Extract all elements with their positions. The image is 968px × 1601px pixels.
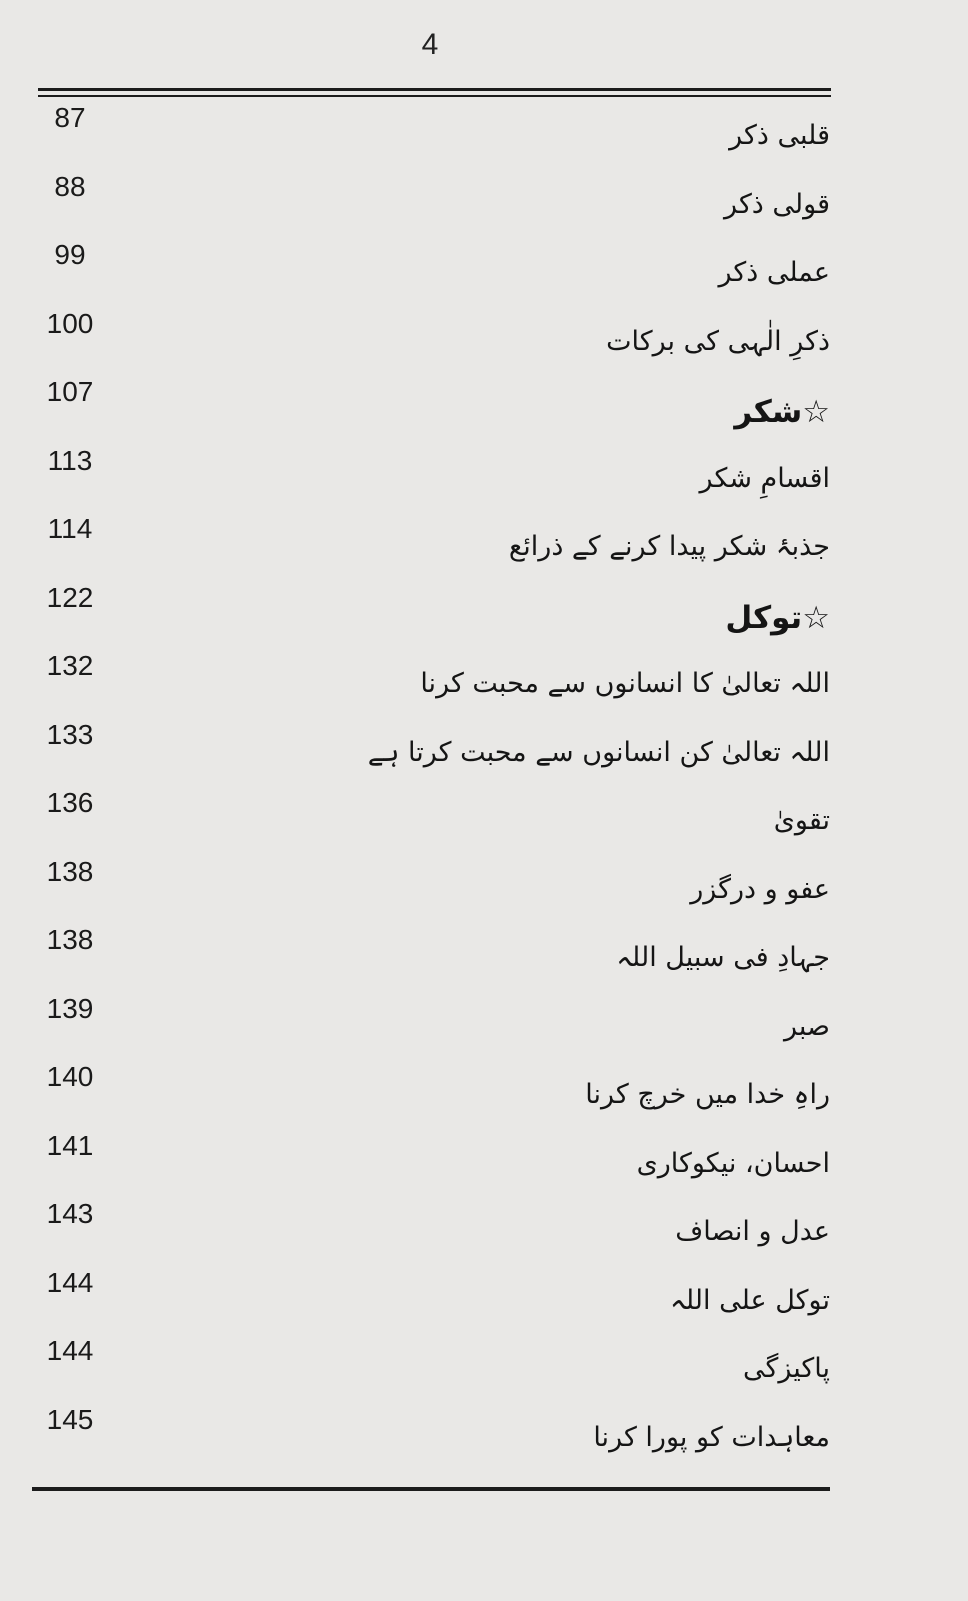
toc-entry (30, 582, 830, 651)
toc-entry (30, 1130, 830, 1199)
entry-page-number: 138 (46, 924, 94, 955)
toc-entry (30, 924, 830, 993)
toc-entry (30, 445, 830, 514)
entry-title: عدل و انصاف (675, 1216, 830, 1247)
entry-page-number: 88 (54, 170, 86, 202)
entry-title: عملی ذکر (718, 257, 830, 288)
entry-page-number: 138 (46, 855, 94, 887)
entry-title: احسان، نیکوکاری (636, 1147, 830, 1179)
entry-title: اقسامِ شکر (699, 462, 830, 494)
entry-page-number: 122 (46, 581, 94, 613)
toc-entry (30, 1404, 830, 1473)
entry-page-number: 140 (46, 1061, 94, 1092)
entry-page-number: 113 (47, 444, 93, 476)
entry-page-number: 133 (46, 718, 94, 750)
entry-page-number: 100 (46, 307, 94, 339)
toc-entry (30, 1335, 830, 1404)
entry-page-number: 139 (46, 992, 94, 1024)
section-title: ☆توکل (725, 599, 830, 636)
toc-entry (30, 239, 830, 308)
section-title: ☆شکر (734, 394, 830, 430)
entry-title: جہادِ فی سبیل اللہ (616, 942, 830, 973)
toc-entry (30, 856, 830, 925)
entry-page-number: 99 (54, 239, 86, 270)
toc-entry (30, 1267, 830, 1336)
entry-page-number: 114 (47, 513, 93, 544)
entry-page-number: 144 (46, 1266, 94, 1298)
toc-entry (30, 513, 830, 582)
toc-entry (30, 787, 830, 856)
toc-entry (30, 376, 830, 445)
toc-entry (30, 1061, 830, 1130)
entry-title: پاکیزگی (743, 1353, 830, 1384)
entry-page-number: 87 (54, 102, 86, 133)
toc-entry (30, 993, 830, 1062)
entry-title: صبر (784, 1010, 830, 1042)
entry-page-number: 145 (46, 1403, 94, 1435)
entry-title: راہِ خدا میں خرچ کرنا (585, 1079, 830, 1110)
entry-page-number: 136 (46, 787, 94, 818)
toc-entry (30, 650, 830, 719)
entry-page-number: 141 (46, 1129, 94, 1161)
entry-title: قلبی ذکر (729, 120, 830, 151)
page-number: 4 (421, 28, 439, 61)
toc-entry (30, 171, 830, 240)
entry-title: تقویٰ (773, 805, 830, 836)
entry-title: عفو و درگزر (690, 873, 830, 905)
footer-rule (32, 1487, 830, 1491)
entry-title: قولی ذکر (724, 188, 830, 220)
entry-title: ذکرِ الٰہی کی برکات (606, 325, 830, 357)
entry-title: توکل علی اللہ (670, 1284, 830, 1316)
toc-entry (30, 719, 830, 788)
entry-page-number: 144 (46, 1335, 94, 1366)
entry-page-number: 107 (46, 376, 94, 407)
toc-entry (30, 102, 830, 171)
toc-entry (30, 308, 830, 377)
entry-page-number: 132 (46, 650, 94, 681)
entry-title: اللہ تعالیٰ کا انسانوں سے محبت کرنا (420, 668, 830, 699)
entry-title: جذبۂ شکر پیدا کرنے کے ذرائع (508, 531, 830, 562)
toc-entry (30, 1198, 830, 1267)
entry-title: معاہدات کو پورا کرنا (593, 1421, 830, 1453)
entry-page-number: 143 (46, 1198, 94, 1229)
entry-title: اللہ تعالیٰ کن انسانوں سے محبت کرتا ہے (367, 736, 830, 768)
